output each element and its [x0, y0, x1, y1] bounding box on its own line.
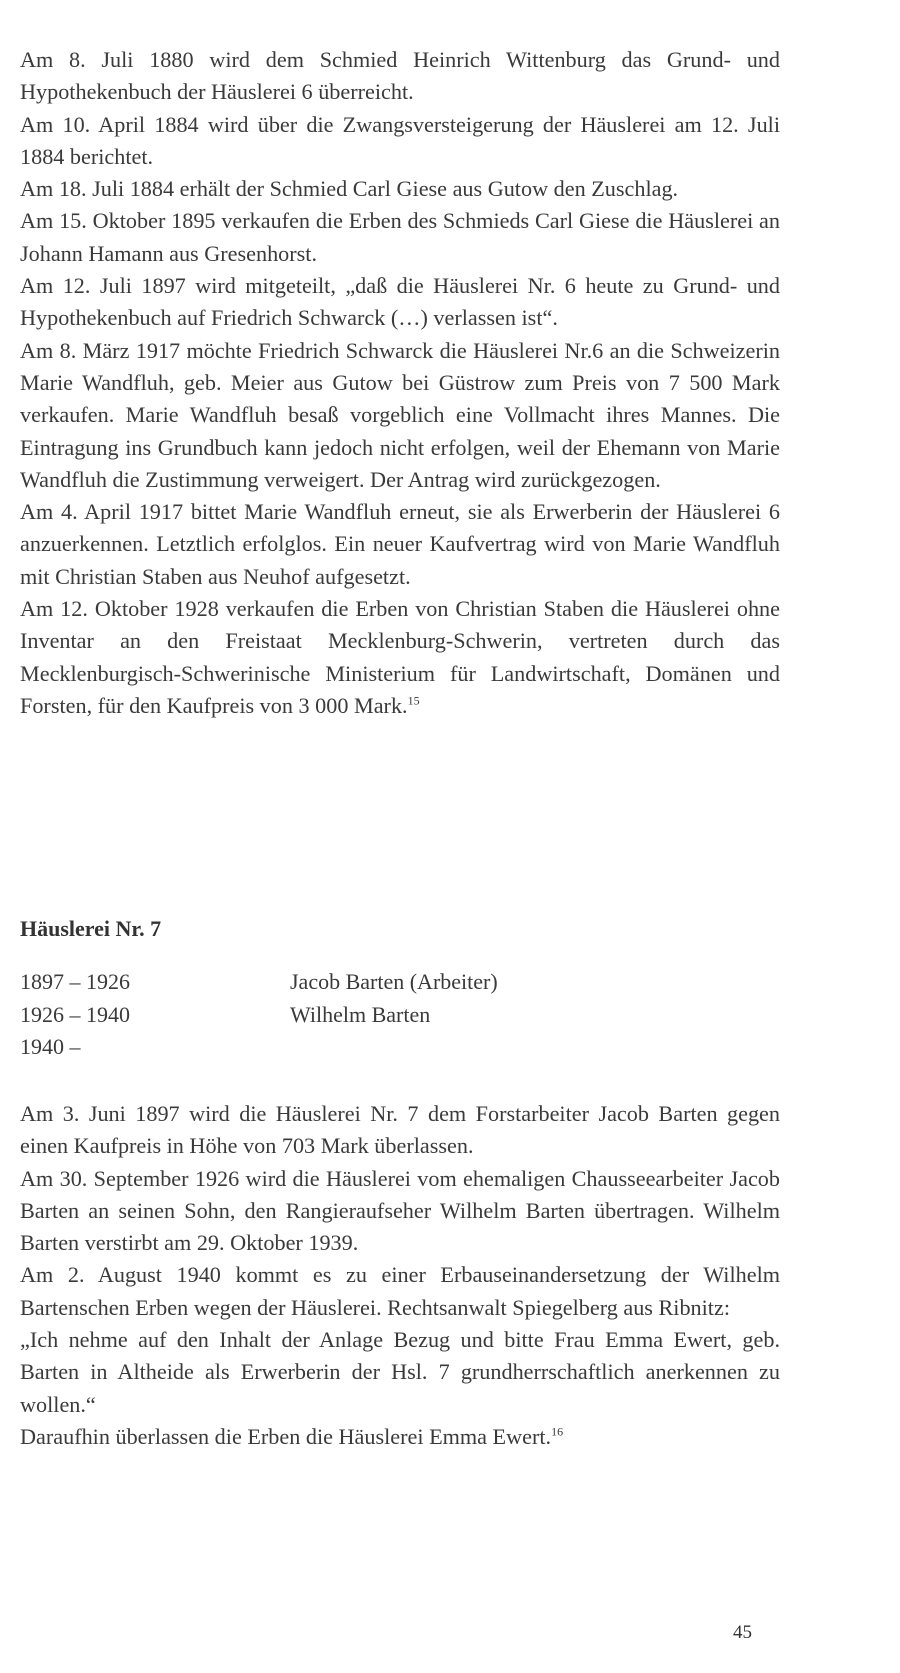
- paragraph: Daraufhin überlassen die Erben die Häuslerei Emma Ewert.$^{16}$: [20, 1423, 564, 1449]
- owner-period: 1940 –: [20, 1034, 81, 1059]
- owner-row: [20, 1031, 498, 1064]
- quote-paragraph: „Ich nehme auf den Inhalt der Anlage Bezug und bitte Frau Emma Ewert, geb. Barten in Altheide als Erwerberin der Hsl. 7 grundherrschaftlich anerkennen zu wollen.“: [20, 1327, 780, 1417]
- owner-name: Jacob Barten (Arbeiter): [290, 969, 498, 994]
- paragraph: Am 30. September 1926 wird die Häuslerei vom ehemaligen Chausseearbeiter Jacob Barten an seinen Sohn, den Rangieraufseher Wilhelm Barten übertragen. Wilhelm Barten verstirbt am 29. Oktober 1939.: [20, 1165, 780, 1256]
- owner-period: 1897 – 1926: [20, 969, 130, 994]
- paragraph: Am 12. Juli 1897 wird mitgeteilt, „daß die Häuslerei Nr. 6 heute zu Grund- und Hypothekenbuch auf Friedrich Schwarck (…) verlassen ist“.: [20, 273, 780, 331]
- paragraph: Am 3. Juni 1897 wird die Häuslerei Nr. 7 dem Forstarbeiter Jacob Barten gegen einen Kaufpreis in Höhe von 703 Mark überlassen.: [20, 1101, 780, 1159]
- footnote-marker: 16: [551, 1424, 564, 1439]
- text-block-haeuslerei-7: [20, 1098, 780, 1453]
- paragraph: Am 12. Oktober 1928 verkaufen die Erben von Christian Staben die Häuslerei ohne Inventar an den Freistaat Mecklenburg-Schwerin, vertreten durch das Mecklenburgisch-Schwerinische Ministerium für Landwirtschaft, Domänen und Forsten, für den Kaufpreis von 3 000 Mark.$^{15}$: [20, 596, 780, 718]
- paragraph: Am 8. Juli 1880 wird dem Schmied Heinrich Wittenburg das Grund- und Hypothekenbuch der Häuslerei 6 überreicht.: [20, 47, 780, 105]
- paragraph: Am 15. Oktober 1895 verkaufen die Erben des Schmieds Carl Giese die Häuslerei an Johann Hamann aus Gresenhorst.: [20, 208, 780, 266]
- section-heading: Häuslerei Nr. 7: [20, 916, 162, 941]
- paragraph: Am 2. August 1940 kommt es zu einer Erbauseinandersetzung der Wilhelm Bartenschen Erben wegen der Häuslerei. Rechtsanwalt Spiegelberg aus Ribnitz:: [20, 1262, 780, 1320]
- owner-row: [20, 999, 498, 1032]
- paragraph: Am 4. April 1917 bittet Marie Wandfluh erneut, sie als Erwerberin der Häuslerei 6 anzuerkennen. Letztlich erfolglos. Ein neuer Kaufvertrag wird von Marie Wandfluh mit Christian Staben aus Neuhof aufgesetzt.: [20, 499, 780, 589]
- page-number: 45: [733, 1622, 752, 1643]
- owner-period: 1926 – 1940: [20, 1001, 130, 1027]
- footnote-marker: 15: [407, 693, 420, 708]
- text-block-haeuslerei-6: [20, 44, 780, 722]
- owner-table: [20, 966, 498, 1064]
- owner-name: Wilhelm Barten: [290, 1001, 431, 1027]
- owner-row: [20, 966, 498, 999]
- paragraph: Am 10. April 1884 wird über die Zwangsversteigerung der Häuslerei am 12. Juli 1884 berichtet.: [20, 111, 780, 169]
- paragraph: Am 8. März 1917 möchte Friedrich Schwarck die Häuslerei Nr.6 an die Schweizerin Marie Wandfluh, geb. Meier aus Gutow bei Güstrow zum Preis von 7 500 Mark verkaufen. Marie Wandfluh besaß vorgeblich eine Vollmacht ihres Mannes. Die Eintragung ins Grundbuch kann jedoch nicht erfolgen, weil der Ehemann von Marie Wandfluh die Zustimmung verweigert. Der Antrag wird zurückgezogen.: [20, 337, 780, 492]
- paragraph: Am 18. Juli 1884 erhält der Schmied Carl Giese aus Gutow den Zuschlag.: [20, 176, 679, 202]
